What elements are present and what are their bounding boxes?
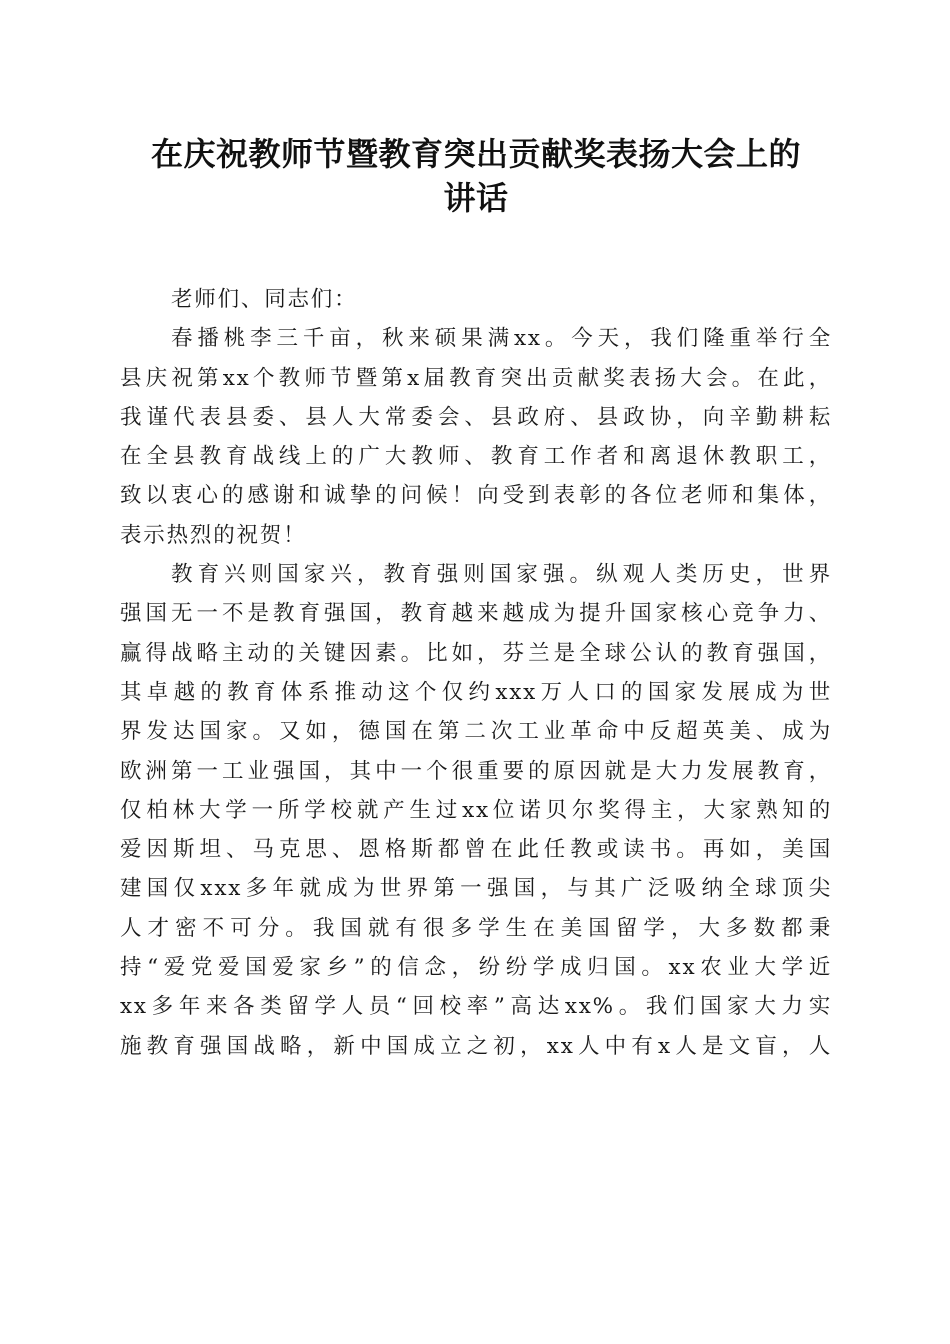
text-line: 施教育强国战略，新中国成立之初，xx人中有x人是文盲，人 <box>120 1033 832 1059</box>
text-line: 春播桃李三千亩，秋来硕果满xx。今天，我们隆重举行全 <box>171 326 832 352</box>
text-line: 致以衷心的感谢和诚挚的问候！向受到表彰的各位老师和集体， <box>120 483 832 509</box>
text-line: 界发达国家。又如，德国在第二次工业革命中反超英美、成为 <box>120 719 832 745</box>
paragraph-2 <box>120 555 832 1066</box>
text-line: 县庆祝第xx个教师节暨第x届教育突出贡献奖表扬大会。在此， <box>120 365 832 391</box>
text-line: 在全县教育战线上的广大教师、教育工作者和离退休教职工， <box>120 444 832 470</box>
text-line: 赢得战略主动的关键因素。比如，芬兰是全球公认的教育强国， <box>120 640 832 666</box>
document-body <box>120 280 832 1066</box>
title-line: 在庆祝教师节暨教育突出贡献奖表扬大会上的 <box>150 135 801 173</box>
text-line: 爱因斯坦、马克思、恩格斯都曾在此任教或读书。再如，美国 <box>120 837 832 863</box>
text-line: 表示热烈的祝贺！ <box>120 522 307 548</box>
text-line: 仅柏林大学一所学校就产生过xx位诺贝尔奖得主，大家熟知的 <box>120 797 832 823</box>
salutation <box>120 280 832 319</box>
text-line: 其卓越的教育体系推动这个仅约xxx万人口的国家发展成为世 <box>120 679 832 705</box>
document-title <box>120 132 832 220</box>
text-line: 强国无一不是教育强国，教育越来越成为提升国家核心竞争力、 <box>120 601 832 627</box>
text-line: 持“爱党爱国爱家乡”的信念，纷纷学成归国。xx农业大学近 <box>120 955 832 981</box>
text-line: 教育兴则国家兴，教育强则国家强。纵观人类历史，世界 <box>171 562 832 588</box>
text-line: 欧洲第一工业强国，其中一个很重要的原因就是大力发展教育， <box>120 758 832 784</box>
document-page <box>120 132 832 1066</box>
paragraph-1 <box>120 319 832 555</box>
text-line: 建国仅xxx多年就成为世界第一强国，与其广泛吸纳全球顶尖 <box>120 876 832 902</box>
title-line: 讲话 <box>443 179 509 217</box>
text-line: xx多年来各类留学人员“回校率”高达xx%。我们国家大力实 <box>120 994 832 1020</box>
salutation-line: 老师们、同志们： <box>171 287 358 312</box>
text-line: 人才密不可分。我国就有很多学生在美国留学，大多数都秉 <box>120 915 832 941</box>
text-line: 我谨代表县委、县人大常委会、县政府、县政协，向辛勤耕耘 <box>120 404 832 430</box>
